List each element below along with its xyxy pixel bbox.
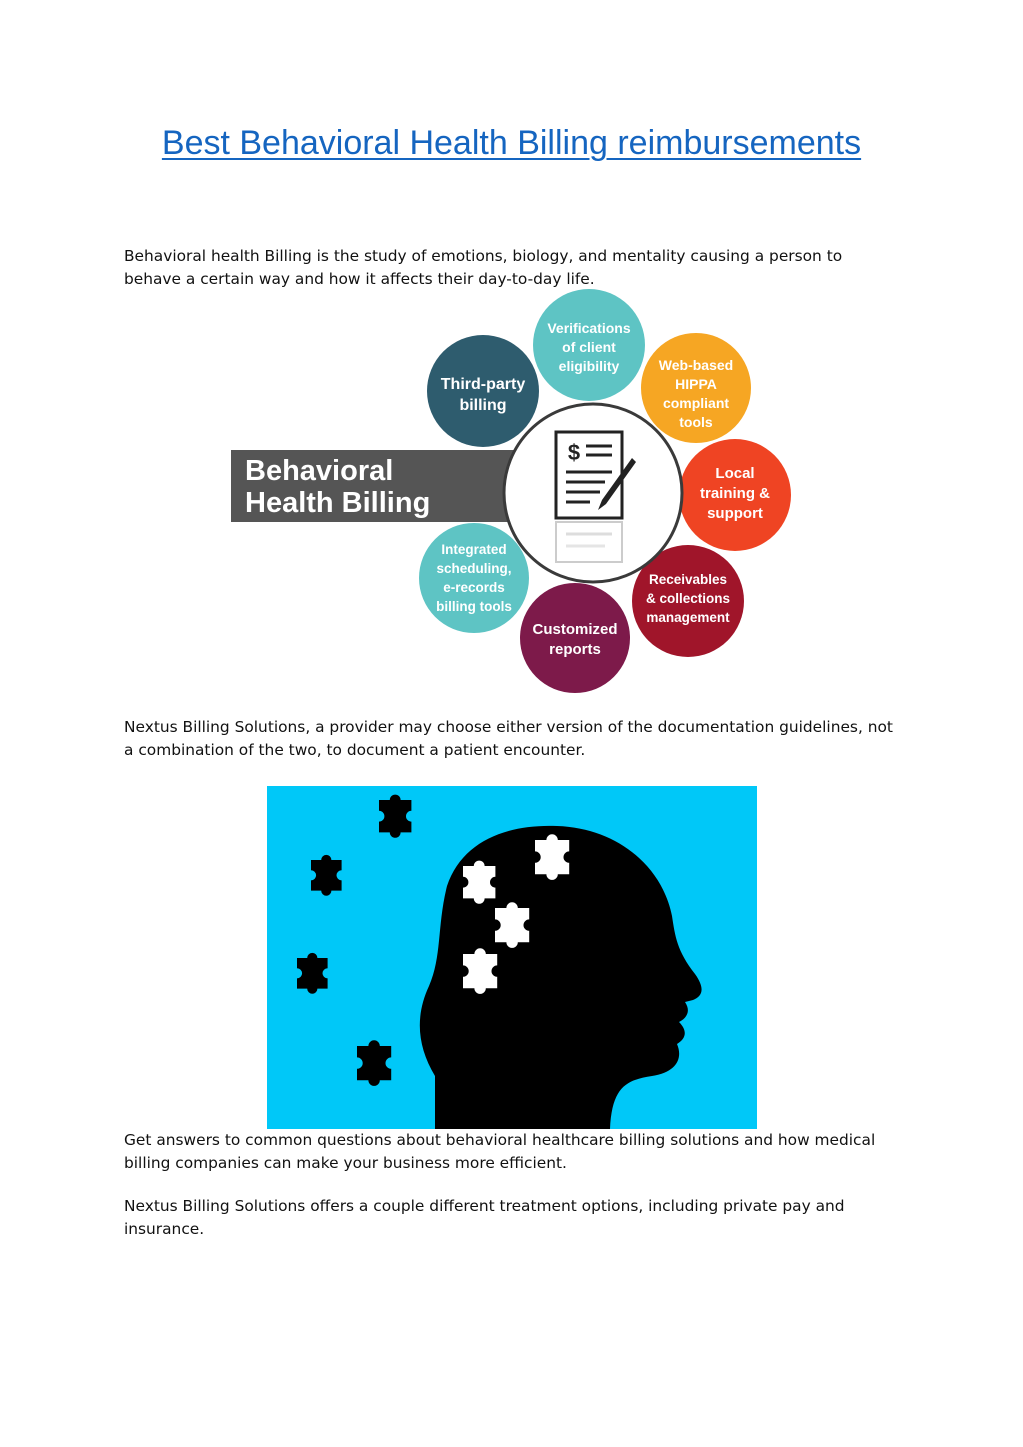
behavioral-health-billing-diagram xyxy=(224,285,804,695)
svg-text:Customizedreports: Customized reports xyxy=(532,621,618,658)
puzzle-head-image xyxy=(267,786,757,1129)
banner-line-1: Behavioral xyxy=(245,455,394,487)
svg-text:Verificationsof clienteligibil: Verifications of client eligibility xyxy=(547,320,631,374)
treatment-options-paragraph: Nextus Billing Solutions offers a couple different treatment options, including private pay and insurance. xyxy=(124,1197,845,1238)
bubble-verifications xyxy=(533,289,645,401)
intro-paragraph: Behavioral health Billing is the study of emotions, biology, and mentality causing a person to behave a certain way and how it affects their day-to-day life. xyxy=(124,247,843,288)
svg-text:Web-basedHIPPAcomplianttools: Web-based HIPPA compliant tools xyxy=(658,357,734,430)
bubble-web-based xyxy=(641,333,751,443)
svg-text:Integratedscheduling,e-records: Integrated scheduling, e-records billing tools xyxy=(436,542,512,614)
bubble-third-party xyxy=(427,335,539,447)
svg-text:Localtraining &support: Local training & support xyxy=(700,465,770,522)
svg-text:Receivables& collectionsmanage: Receivables & collections management xyxy=(645,572,731,625)
svg-text:Third-partybilling: Third-party billing xyxy=(440,376,526,414)
svg-text:$: $ xyxy=(567,440,581,465)
banner-line-2: Health Billing xyxy=(245,487,431,519)
bubble-local-training xyxy=(679,439,791,551)
page-title[interactable]: Best Behavioral Health Billing reimbursements xyxy=(161,124,862,162)
bubble-customized-reports xyxy=(520,583,630,693)
answers-paragraph: Get answers to common questions about behavioral healthcare billing solutions and how medical billing companies can make your business more efficient. xyxy=(124,1131,876,1172)
bubble-integrated xyxy=(419,523,529,633)
documentation-paragraph: Nextus Billing Solutions, a provider may choose either version of the documentation guidelines, not a combination of the two, to document a patient encounter. xyxy=(124,718,893,759)
